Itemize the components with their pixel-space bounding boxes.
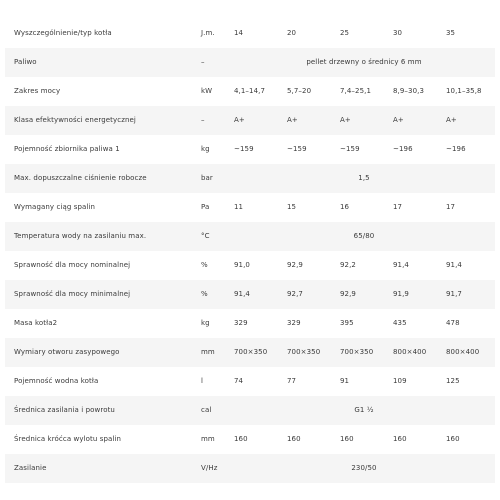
- value-cell: 25: [340, 29, 350, 37]
- value-cell: 160: [340, 435, 354, 443]
- value-cell: 329: [234, 319, 248, 327]
- row-label: Pojemność zbiornika paliwa 1: [14, 145, 120, 153]
- table-row: [5, 106, 495, 135]
- value-cell: 800×400: [393, 348, 427, 356]
- table-row: [5, 396, 495, 425]
- value-cell: 16: [340, 203, 350, 211]
- value-cell: 4,1–14,7: [234, 87, 266, 95]
- value-cell: 91,7: [446, 290, 462, 298]
- table-row: [5, 19, 495, 48]
- table-row: [5, 251, 495, 280]
- value-cell: 435: [393, 319, 407, 327]
- value-cell: 92,2: [340, 261, 356, 269]
- row-label: Temperatura wody na zasilaniu max.: [14, 232, 147, 240]
- row-unit: kg: [201, 145, 210, 153]
- value-cell: 160: [287, 435, 301, 443]
- row-unit: l: [201, 377, 204, 385]
- table-row: [5, 193, 495, 222]
- merged-value-cell: pellet drzewny o średnicy 6 mm: [306, 58, 422, 66]
- table-row: [5, 280, 495, 309]
- row-label: Sprawność dla mocy minimalnej: [14, 290, 131, 298]
- row-label: Pojemność wodna kotła: [14, 377, 99, 385]
- value-cell: 7,4–25,1: [340, 87, 372, 95]
- value-cell: 91,0: [234, 261, 250, 269]
- row-label: Zasilanie: [14, 464, 47, 472]
- merged-value-cell: 65/80: [353, 232, 375, 240]
- row-unit: Pa: [201, 203, 210, 211]
- row-label: Paliwo: [14, 58, 37, 66]
- value-cell: 35: [446, 29, 456, 37]
- row-label: Max. dopuszczalne ciśnienie robocze: [14, 174, 147, 182]
- value-cell: 125: [446, 377, 460, 385]
- table-row: [5, 454, 495, 483]
- row-unit: mm: [201, 348, 215, 356]
- value-cell: 92,9: [287, 261, 303, 269]
- row-unit: %: [201, 261, 208, 269]
- row-unit: bar: [201, 174, 213, 182]
- value-cell: 700×350: [234, 348, 268, 356]
- row-label: Masa kotła2: [14, 319, 58, 327]
- value-cell: A+: [340, 116, 351, 124]
- value-cell: 91,4: [393, 261, 409, 269]
- row-unit: V/Hz: [201, 464, 218, 472]
- row-unit: –: [201, 116, 205, 124]
- table-row: [5, 48, 495, 77]
- value-cell: 10,1–35,8: [446, 87, 482, 95]
- row-unit: °C: [201, 232, 210, 240]
- value-cell: 14: [234, 29, 244, 37]
- value-cell: 17: [446, 203, 456, 211]
- value-cell: 91,4: [234, 290, 250, 298]
- row-unit: cal: [201, 406, 212, 414]
- value-cell: 15: [287, 203, 297, 211]
- row-label: Wyszczególnienie/typ kotła: [14, 29, 112, 37]
- row-unit: kg: [201, 319, 210, 327]
- row-label: Klasa efektywności energetycznej: [14, 116, 136, 124]
- value-cell: 395: [340, 319, 354, 327]
- value-cell: 160: [446, 435, 460, 443]
- value-cell: 8,9–30,3: [393, 87, 425, 95]
- value-cell: 11: [234, 203, 244, 211]
- row-unit: mm: [201, 435, 215, 443]
- row-label: Średnica króćca wylotu spalin: [14, 435, 122, 443]
- table-row: [5, 222, 495, 251]
- row-unit: kW: [201, 87, 213, 95]
- row-label: Średnica zasilania i powrotu: [14, 406, 115, 414]
- row-unit: J.m.: [201, 29, 215, 37]
- value-cell: A+: [446, 116, 457, 124]
- value-cell: A+: [234, 116, 245, 124]
- value-cell: 91: [340, 377, 350, 385]
- table-row: [5, 309, 495, 338]
- value-cell: ~196: [393, 145, 413, 153]
- value-cell: A+: [287, 116, 298, 124]
- value-cell: ~159: [340, 145, 360, 153]
- value-cell: 160: [234, 435, 248, 443]
- row-label: Zakres mocy: [14, 87, 61, 95]
- value-cell: 92,7: [287, 290, 303, 298]
- value-cell: 91,4: [446, 261, 462, 269]
- value-cell: ~159: [287, 145, 307, 153]
- table-row: [5, 367, 495, 396]
- value-cell: 92,9: [340, 290, 356, 298]
- spec-table: [5, 19, 495, 483]
- row-label: Wymiary otworu zasypowego: [14, 348, 120, 356]
- table-row: [5, 135, 495, 164]
- merged-value-cell: 230/50: [351, 464, 377, 472]
- value-cell: 5,7–20: [287, 87, 312, 95]
- row-unit: –: [201, 58, 205, 66]
- value-cell: ~196: [446, 145, 466, 153]
- value-cell: 700×350: [287, 348, 321, 356]
- value-cell: 109: [393, 377, 407, 385]
- value-cell: 17: [393, 203, 403, 211]
- table-row: [5, 338, 495, 367]
- row-unit: %: [201, 290, 208, 298]
- value-cell: 20: [287, 29, 297, 37]
- value-cell: 91,9: [393, 290, 409, 298]
- merged-value-cell: 1,5: [358, 174, 370, 182]
- table-row: [5, 77, 495, 106]
- row-label: Wymagany ciąg spalin: [14, 203, 96, 211]
- value-cell: 700×350: [340, 348, 374, 356]
- value-cell: 74: [234, 377, 244, 385]
- value-cell: 77: [287, 377, 297, 385]
- value-cell: 30: [393, 29, 403, 37]
- value-cell: A+: [393, 116, 404, 124]
- table-row: [5, 164, 495, 193]
- value-cell: 160: [393, 435, 407, 443]
- value-cell: 478: [446, 319, 460, 327]
- value-cell: 800×400: [446, 348, 480, 356]
- table-row: [5, 425, 495, 454]
- merged-value-cell: G1 ½: [354, 406, 374, 414]
- row-label: Sprawność dla mocy nominalnej: [14, 261, 131, 269]
- value-cell: 329: [287, 319, 301, 327]
- value-cell: ~159: [234, 145, 254, 153]
